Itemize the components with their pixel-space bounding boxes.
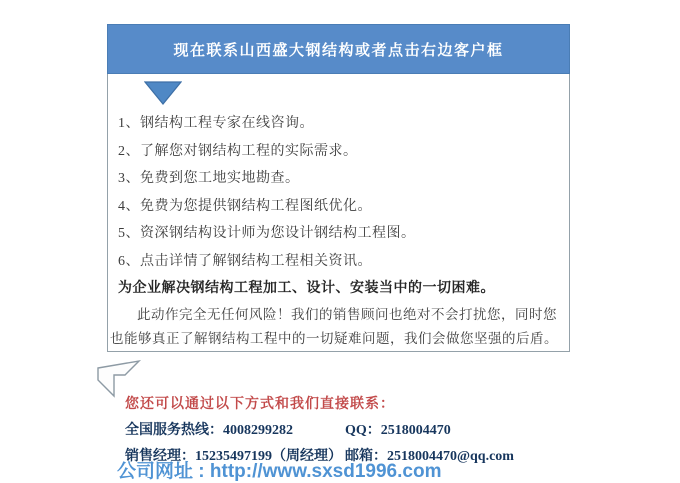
list-item-3: 3、免费到您工地实地勘查。 [118, 171, 300, 186]
contact-row-hotline [125, 419, 451, 439]
contact-intro: 您还可以通过以下方式和我们直接联系： [125, 397, 395, 412]
hotline-value: 4008299282 [223, 423, 293, 438]
list-item-2: 2、了解您对钢结构工程的实际需求。 [118, 143, 358, 159]
promise-paragraph: 此动作完全无任何风险！我们的销售顾问也绝对不会打扰您，同时您也能够真正了解钢结构工程中的一切疑难问题，我们会做您坚强的后盾。 [110, 307, 558, 346]
manager-label: 销售经理： [125, 449, 195, 464]
promo-header-bar [107, 24, 570, 74]
qq-value: 2518004470 [380, 423, 451, 438]
website-link[interactable]: http://www.sxsd1996.com [209, 461, 442, 482]
hotline-label: 全国服务热线： [125, 423, 223, 438]
qq-pair [345, 423, 451, 438]
corner-flag-icon [96, 358, 142, 398]
hotline-pair [125, 419, 345, 439]
list-item-5: 5、资深钢结构设计师为您设计钢结构工程图。 [118, 226, 416, 241]
manager-value: 15235497199（周经理） [195, 449, 342, 464]
promo-header-title: 现在联系山西盛大钢结构或者点击右边客户框 [173, 42, 504, 59]
promise-headline: 为企业解决钢结构工程加工、设计、安装当中的一切困难。 [118, 281, 495, 296]
list-item-6: 6、点击详情了解钢结构工程相关资讯。 [118, 253, 372, 269]
website-label: 公司网址 : [117, 461, 210, 482]
promo-box [107, 24, 570, 352]
qq-label: QQ： [345, 423, 381, 438]
list-item-1: 1、钢结构工程专家在线咨询。 [118, 116, 314, 131]
website-line [117, 456, 441, 483]
list-item-4: 4、免费为您提供钢结构工程图纸优化。 [118, 198, 372, 214]
email-value: 2518004470@qq.com [387, 449, 514, 464]
arrow-down-icon [144, 81, 569, 105]
steps-list [108, 110, 569, 275]
email-label: 邮箱： [345, 449, 387, 464]
